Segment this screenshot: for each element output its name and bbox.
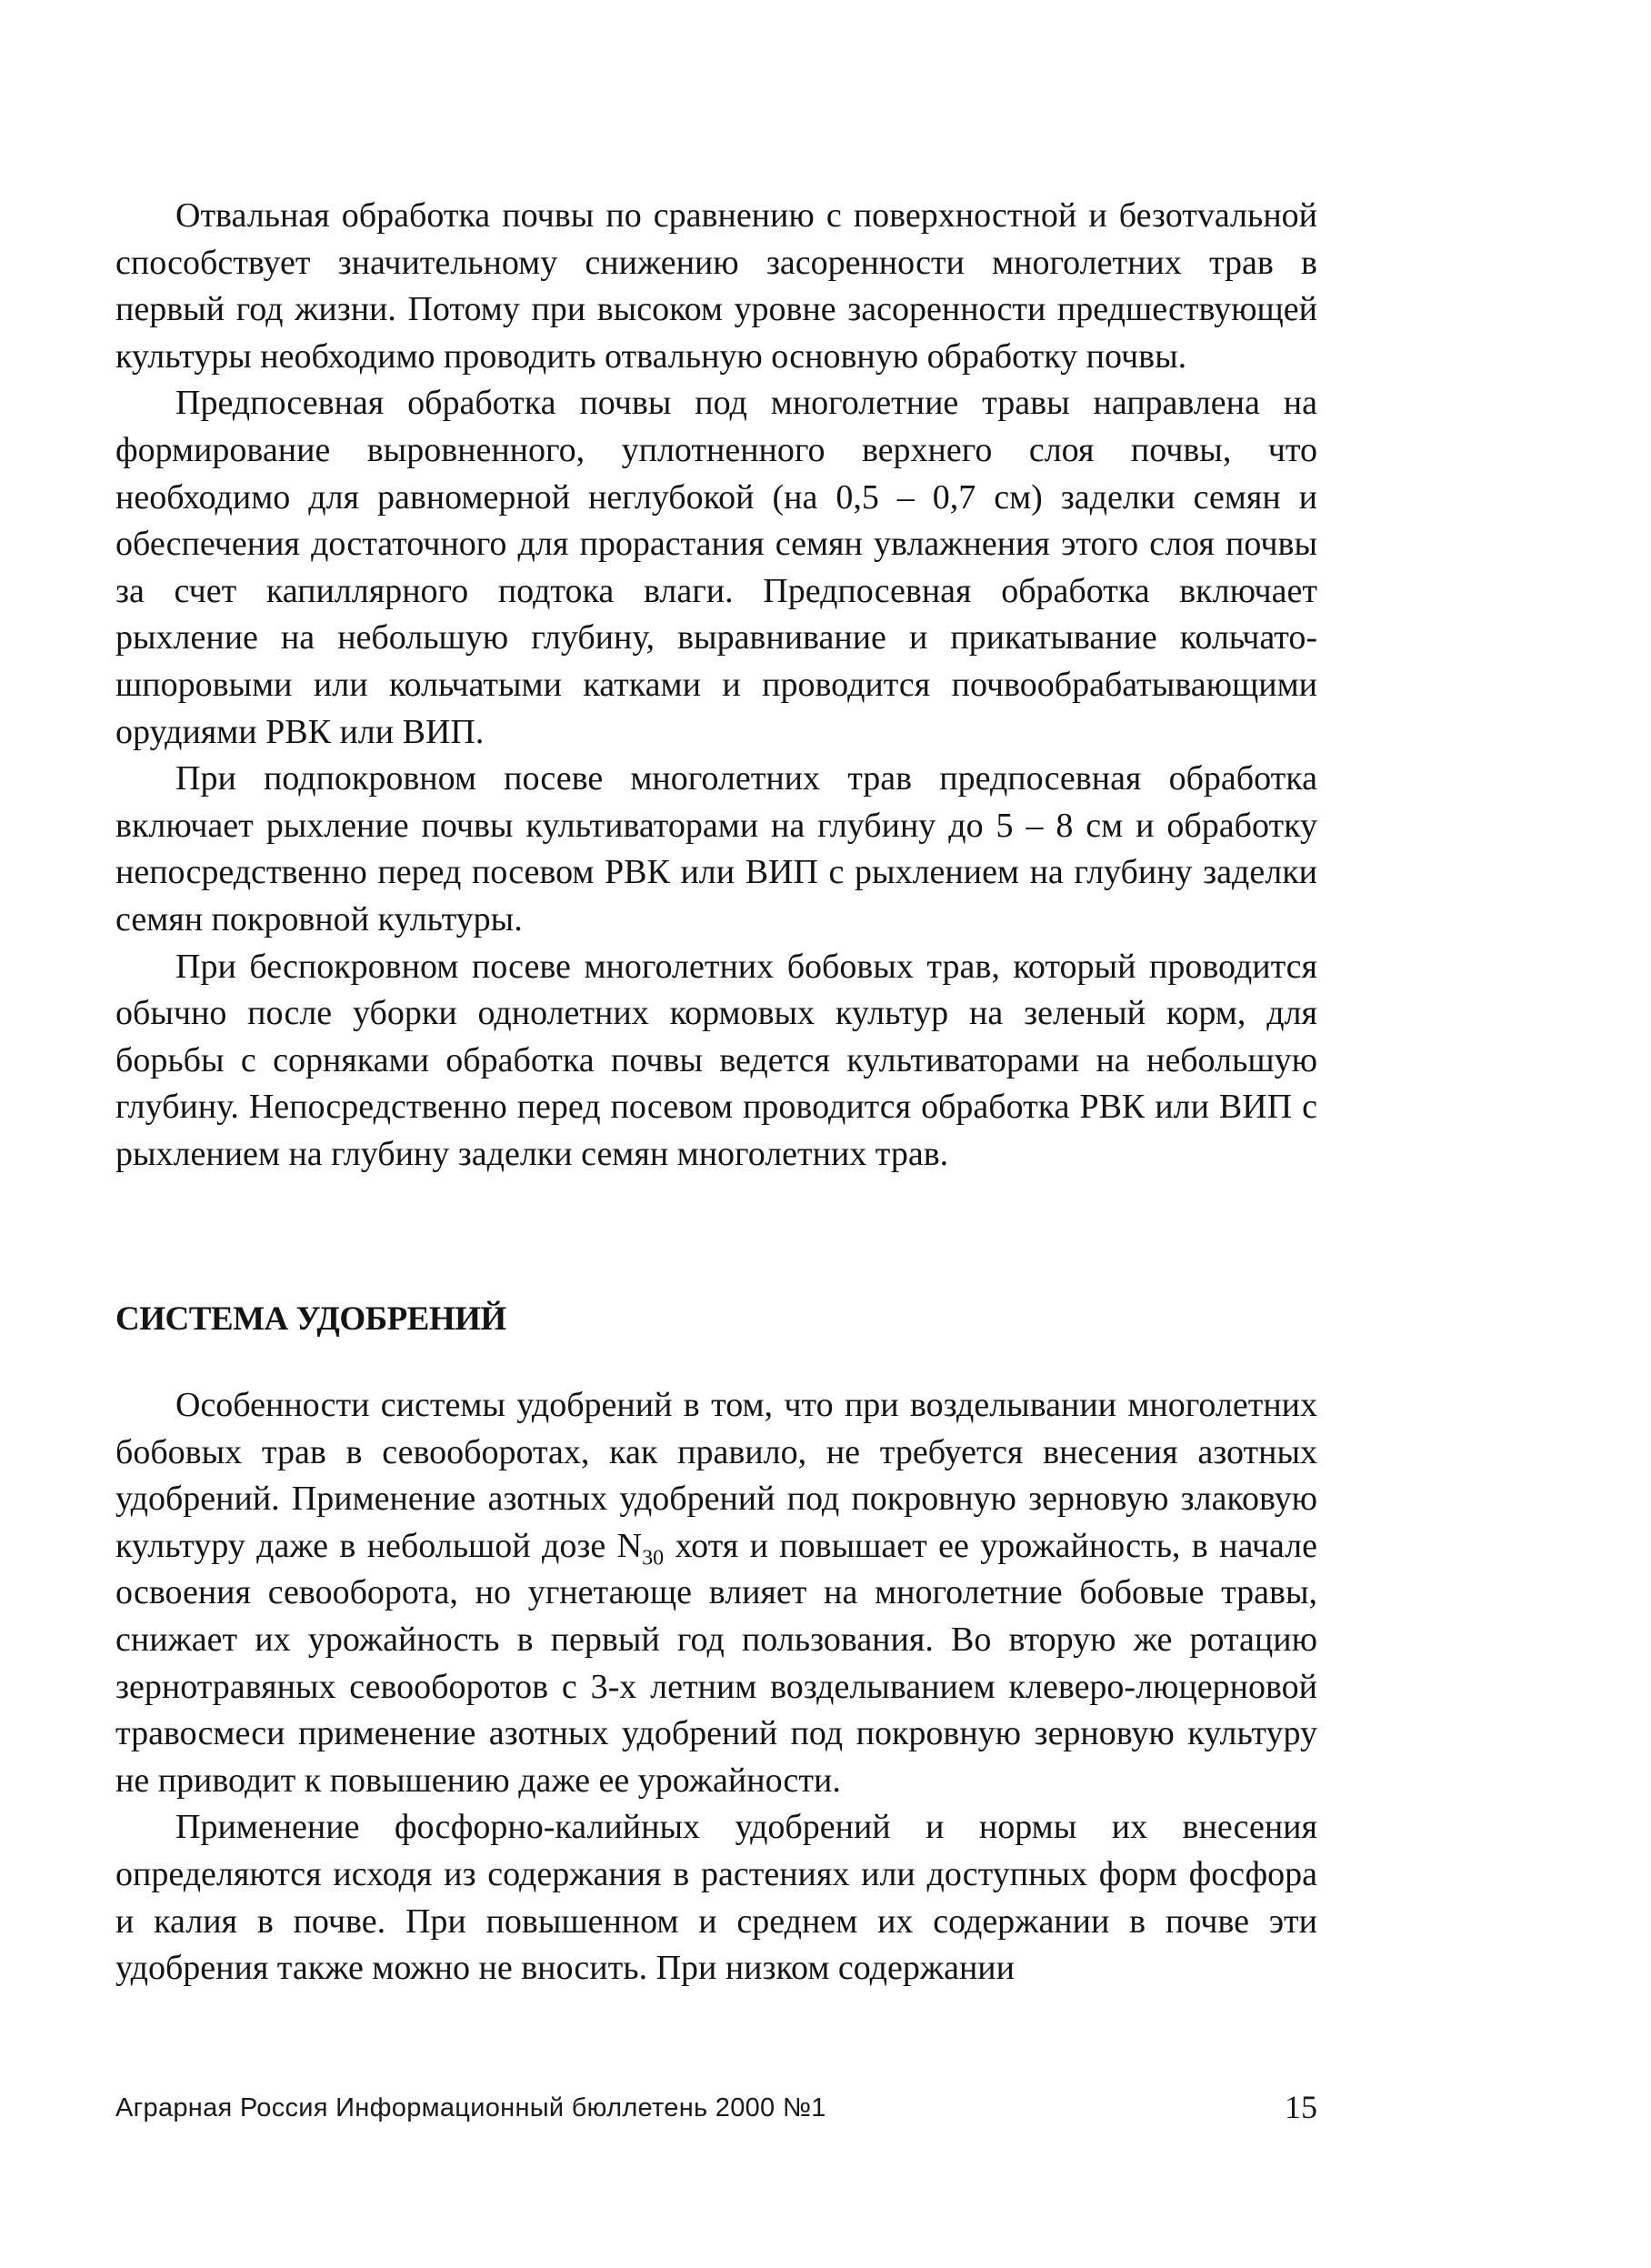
paragraph-undersowing: При подпокровном посеве многолетних трав предпосевная обработка включает рыхление почвы культиваторами на глубину до 5 – 8 см и обработку непосредственно перед посевом РВК или ВИП с рыхлением на глубину заделки семян покровной культуры. (115, 759, 1317, 938)
paragraph-coverless-sowing: При беспокровном посеве многолетних бобовых трав, который проводится обычно после уборки однолетних кормовых культур на зеленый корм, для борьбы с сорняками обработка почвы ведется культиваторами на небольшую глубину. Непосредственно перед посевом проводится обработка РВК или ВИП с рыхлением на глубину заделки семян многолетних трав. (115, 947, 1317, 1173)
footer-publication: Аграрная Россия Информационный бюллетень 2000 №1 (115, 2093, 826, 2122)
paragraph-fertilizer-system (115, 1382, 1317, 1804)
fertilizer-text-end: хотя и повышает ее урожайность, в начале освоения севооборота, но угнетающе влияет на многолетние бобовые травы, снижает их урожайность в первый год пользования. Во вторую же ротацию зернотравяных севооборотов с 3-х летним возделыванием клеверо-люцерновой травосмеси применение азотных удобрений под покровную зерновую культуру не приводит к повышению даже ее урожайности. (115, 1526, 1317, 1800)
paragraph-presowing-tillage: Предпосевная обработка почвы под многолетние травы направлена на формирование выровненного, уплотненного верхнего слоя почвы, что необходимо для равномерной неглубокой (на 0,5 – 0,7 см) заделки семян и обеспечения достаточного для прорастания семян увлажнения этого слоя почвы за счет капиллярного подтока влаги. Предпосевная обработка включает рыхление на небольшую глубину, выравнивание и прикатывание кольчато-шпоровыми или кольчатыми катками и проводится почвообрабатывающими орудиями РВК или ВИП. (115, 384, 1317, 751)
page-number: 15 (1285, 2089, 1317, 2125)
section-heading: СИСТЕМА УДОБРЕНИЙ (115, 1300, 506, 1338)
fertilizer-text-start: Особенности системы удобрений в том, что при возделывании многолетних бобовых трав в севооборотах, как правило, не требуется внесения азотных удобрений. Применение азотных удобрений под покровную зерновую злаковую культуру даже в небольшой дозе (115, 1386, 1317, 1565)
paragraph-phosphorus-potassium: Применение фосфорно-калийных удобрений и нормы их внесения определяются исходя из содержания в растениях или доступных форм фосфора и калия в почве. При повышенном и среднем их содержании в почве эти удобрения также можно не вносить. При низком содержании (115, 1808, 1317, 1988)
body-text-bottom (115, 1382, 1317, 1992)
body-text-top (115, 193, 1317, 1178)
section-fertilizer (115, 1296, 1317, 1343)
formula-subscript: 30 (642, 1546, 665, 1571)
nitrogen-dose-formula (616, 1526, 665, 1571)
paragraph-moldboard-tillage: Отвальная обработка почвы по сравнению с поверхностной и безотvальной способствует значительному снижению засоренности многолетних трав в первый год жизни. Потому при высоком уровне засоренности предшествующей культуры необходимо проводить отвальную основную обработку почвы. (115, 196, 1317, 376)
formula-symbol: N (616, 1526, 643, 1565)
